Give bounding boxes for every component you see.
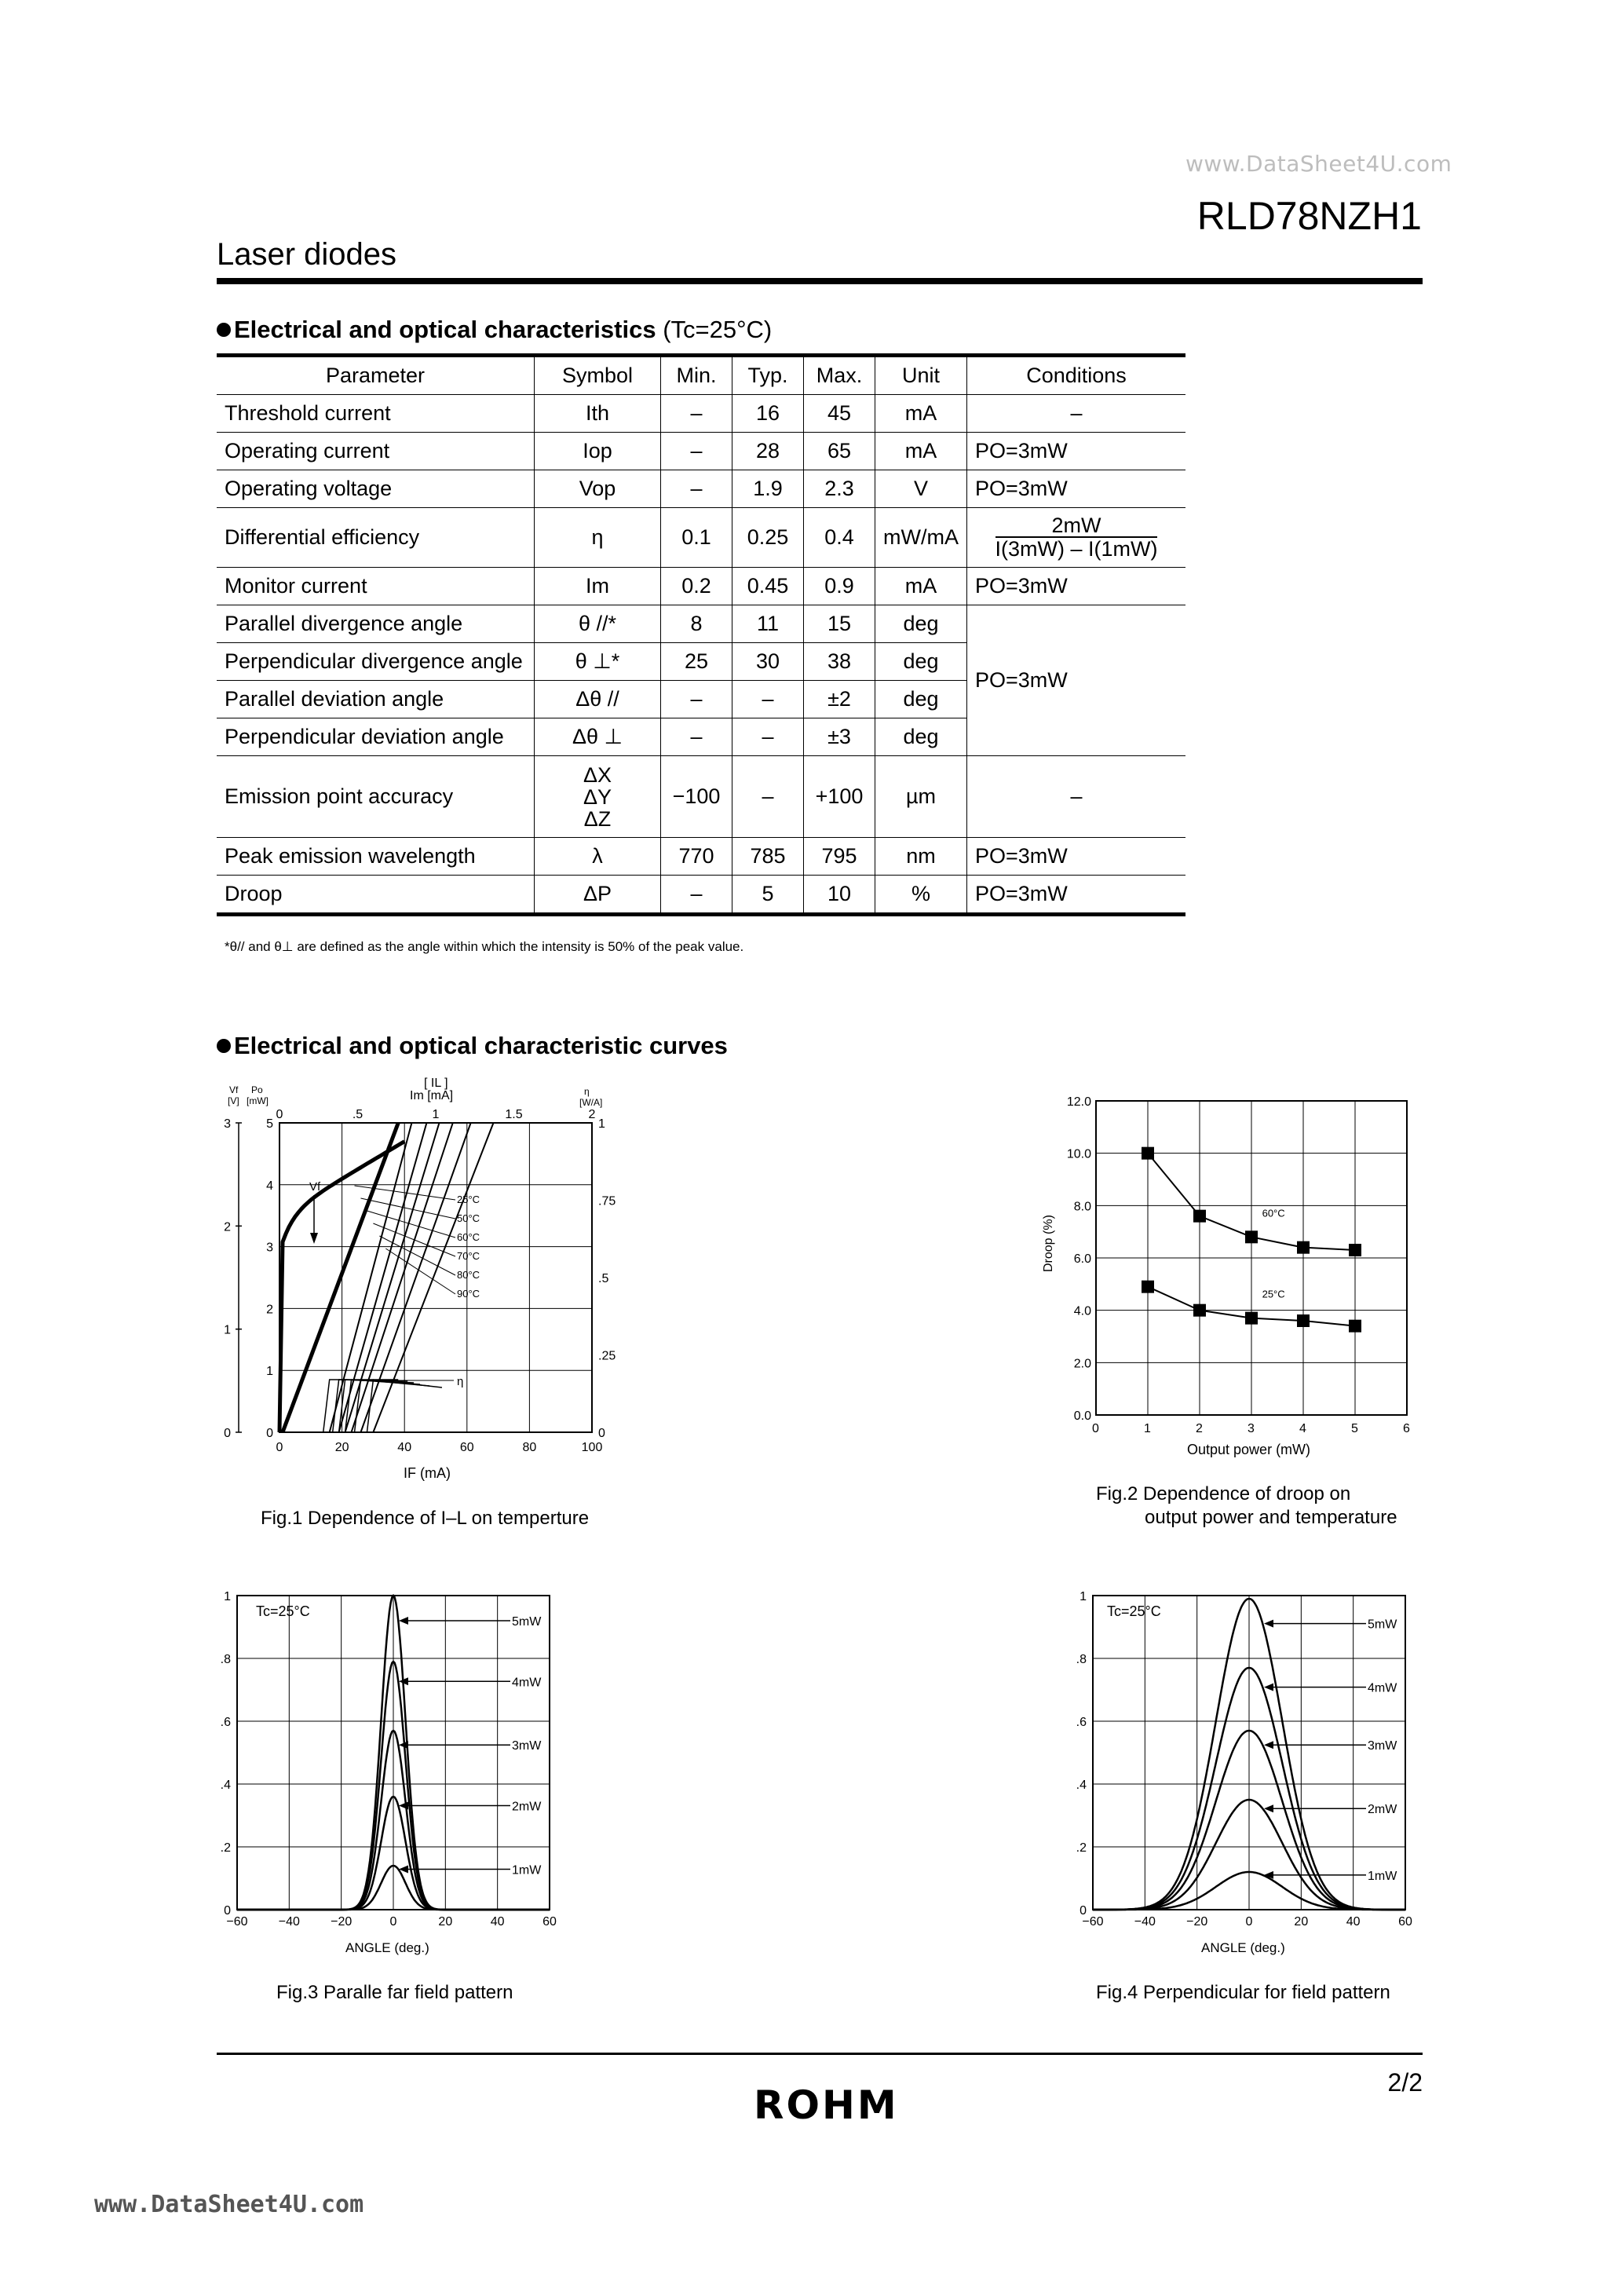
fig2-y-tick-label: 12.0 [1066, 1095, 1091, 1109]
characteristics-table [217, 353, 1185, 916]
cell-symbol: θ ⊥* [535, 643, 661, 681]
symbol-dy: ΔY [583, 784, 612, 809]
fig1-caption: Fig.1 Dependence of I–L on temperture [261, 1508, 590, 1529]
fig3-arrow-icon [399, 1617, 408, 1625]
cell-max: 15 [804, 605, 875, 643]
fig2-data-point [1193, 1304, 1206, 1317]
table-row [217, 568, 1185, 605]
cell-typ: 16 [732, 395, 804, 433]
cell-symbol: Im [535, 568, 661, 605]
fig1-eta-tick-label: 0 [598, 1427, 605, 1440]
fig1-x-tick-label: 40 [397, 1441, 412, 1454]
cell-param: Droop [217, 876, 535, 915]
cell-typ: 0.25 [732, 508, 804, 568]
table-header-row [217, 356, 1185, 395]
fig4-x-tick-label: −20 [1186, 1915, 1208, 1929]
fig4-series-label: 2mW [1368, 1803, 1397, 1817]
fig4-x-tick-label: −40 [1134, 1915, 1156, 1929]
fig4-y-tick-label: .4 [1076, 1779, 1087, 1792]
cell-min: 0.2 [661, 568, 732, 605]
fig1-chart [212, 1076, 636, 1481]
fig1-vf-label: Vf [229, 1084, 239, 1095]
fig4-y-tick-label: .2 [1076, 1841, 1087, 1855]
page-number: 2/2 [1387, 2068, 1423, 2097]
cell-max: 10 [804, 876, 875, 915]
fig1-po-tick-label: 1 [266, 1365, 273, 1379]
fig2-x-tick-label: 1 [1144, 1422, 1151, 1435]
cell-typ: 1.9 [732, 470, 804, 508]
table-row [217, 838, 1185, 876]
col-header: Parameter [217, 356, 535, 395]
fig3-y-tick-label: 0 [224, 1904, 231, 1918]
fig1-x-tick-label: 80 [522, 1441, 537, 1454]
watermark-top: www.DataSheet4U.com [1185, 151, 1452, 177]
col-header: Unit [875, 356, 967, 395]
fig4-series-label: 5mW [1368, 1618, 1397, 1632]
cell-min: – [661, 433, 732, 470]
fig3-series-label: 1mW [512, 1863, 542, 1877]
fig3-arrow-icon [399, 1802, 408, 1810]
fig4-chart [1060, 1577, 1437, 1955]
table-row [217, 470, 1185, 508]
cell-max: 2.3 [804, 470, 875, 508]
rohm-logo: ROHM [754, 2082, 899, 2128]
fig3-x-tick-label: 40 [490, 1915, 505, 1929]
cell-typ: 28 [732, 433, 804, 470]
fig1-xlabel: IF (mA) [404, 1465, 451, 1481]
fig2-data-point [1349, 1244, 1361, 1256]
fig1-im-label: Im [mA] [410, 1089, 454, 1102]
cell-param: Monitor current [217, 568, 535, 605]
fig1-x-tick-label: 100 [581, 1441, 603, 1454]
fig2-data-point [1245, 1312, 1258, 1325]
cell-cond: PO=3mW [966, 838, 1185, 876]
fig2-series-label: 25°C [1262, 1288, 1285, 1300]
fig4-grid [1093, 1596, 1405, 1910]
table-row [217, 756, 1185, 838]
cell-symbol [535, 756, 661, 838]
fig4-arrow-icon [1264, 1741, 1273, 1749]
fig2-data-point [1349, 1320, 1361, 1333]
cell-min: – [661, 681, 732, 718]
fig1-arrow-icon [310, 1233, 318, 1244]
cell-max: 65 [804, 433, 875, 470]
fig2-y-tick-label: 0.0 [1073, 1409, 1091, 1423]
fig2-y-tick-label: 10.0 [1066, 1147, 1091, 1161]
fig2-data-point [1142, 1147, 1154, 1160]
fig3-series-label: 4mW [512, 1676, 542, 1690]
cell-symbol: Vop [535, 470, 661, 508]
cell-unit: mA [875, 395, 967, 433]
cell-cond-merged: PO=3mW [966, 605, 1185, 756]
fig2-ticks [1067, 1095, 1410, 1435]
cell-symbol: ΔP [535, 876, 661, 915]
fig3-x-tick-label: −20 [331, 1915, 353, 1929]
cell-cond [966, 508, 1185, 568]
fig4-y-tick-label: 0 [1080, 1904, 1087, 1918]
cell-cond: PO=3mW [966, 433, 1185, 470]
fig2-ylabel: Droop (%) [1042, 1215, 1055, 1272]
cell-param: Parallel deviation angle [217, 681, 535, 718]
fig1-top-tick-label: 1 [432, 1108, 440, 1121]
table-row [217, 508, 1185, 568]
col-header: Symbol [535, 356, 661, 395]
footer-rule [217, 2053, 1423, 2055]
fig1-eta-tick-label: .75 [598, 1194, 616, 1208]
fig3-x-tick-label: 60 [542, 1915, 557, 1929]
footnote: *θ// and θ⊥ are defined as the angle within which the intensity is 50% of the peak value. [225, 939, 744, 954]
fig1-top-tick-label: 1.5 [505, 1108, 523, 1121]
fig1-grid [279, 1123, 592, 1432]
fig1-x-tick-label: 60 [459, 1441, 474, 1454]
cell-min: 25 [661, 643, 732, 681]
fig3-caption: Fig.3 Paralle far field pattern [276, 1982, 513, 2003]
col-header: Typ. [732, 356, 804, 395]
cell-typ: 5 [732, 876, 804, 915]
bullet-icon [217, 323, 231, 337]
fig2-y-tick-label: 2.0 [1073, 1357, 1091, 1371]
fig3-x-tick-label: 20 [438, 1915, 453, 1929]
fig1-top-tick-label: 2 [588, 1108, 596, 1121]
cell-min: 8 [661, 605, 732, 643]
cell-min: 0.1 [661, 508, 732, 568]
fig2-x-tick-label: 5 [1351, 1422, 1358, 1435]
fig2-caption: Fig.2 Dependence of droop on output power and temperature [1096, 1483, 1397, 1528]
fig2-data-point [1245, 1230, 1258, 1243]
fig1-temp-label: 90°C [457, 1288, 480, 1300]
fig4-annotation: Tc=25°C [1107, 1603, 1161, 1619]
fig2-y-tick-label: 4.0 [1073, 1304, 1091, 1318]
cell-cond: – [966, 756, 1185, 838]
fig1-po-tick-label: 5 [266, 1117, 273, 1131]
symbol-dz: ΔZ [583, 806, 612, 831]
fig1-vf-arrow-label: Vf [309, 1180, 321, 1194]
fig4-y-tick-label: .8 [1076, 1653, 1087, 1666]
fig4-x-tick-label: 0 [1245, 1915, 1253, 1929]
fraction-denominator: I(3mW) – I(1mW) [995, 536, 1158, 561]
fig3-ticks [221, 1590, 557, 1929]
cell-symbol: Iop [535, 433, 661, 470]
fig4-x-tick-label: 20 [1294, 1915, 1309, 1929]
fig1-vf-tick-label: 0 [224, 1427, 231, 1440]
fig1-vf-tick-label: 3 [224, 1117, 231, 1131]
fig1-eta-curve-label: η [457, 1375, 464, 1388]
fig2-data-point [1193, 1210, 1206, 1223]
cell-unit: mA [875, 433, 967, 470]
cell-unit: deg [875, 681, 967, 718]
cell-param: Operating voltage [217, 470, 535, 508]
cell-unit: deg [875, 718, 967, 756]
fig2-chart [1021, 1084, 1429, 1461]
fig4-y-tick-label: .6 [1076, 1716, 1087, 1729]
fig2-x-tick-label: 6 [1403, 1422, 1410, 1435]
category-title: Laser diodes [217, 237, 397, 272]
fig1-temp-leader [360, 1198, 455, 1219]
fig1-eta-tick-label: .25 [598, 1349, 616, 1363]
fig3-x-tick-label: −60 [226, 1915, 248, 1929]
fig3-series-label: 5mW [512, 1615, 542, 1629]
fig1-eta-label: η [584, 1086, 590, 1097]
table-row [217, 395, 1185, 433]
fig1-il-label: [ IL ] [424, 1077, 448, 1090]
cell-param: Parallel divergence angle [217, 605, 535, 643]
cell-unit: % [875, 876, 967, 915]
fraction-numerator: 2mW [995, 514, 1158, 538]
cell-typ: 11 [732, 605, 804, 643]
fig2-data-point [1297, 1314, 1310, 1327]
cell-param: Peak emission wavelength [217, 838, 535, 876]
fig4-xlabel: ANGLE (deg.) [1201, 1940, 1285, 1955]
cell-min: 770 [661, 838, 732, 876]
cell-cond: PO=3mW [966, 568, 1185, 605]
table-row [217, 876, 1185, 915]
cell-max: ±3 [804, 718, 875, 756]
cell-unit: mA [875, 568, 967, 605]
section-title-curves: Electrical and optical characteristic curves [217, 1032, 728, 1060]
fig1-temp-leader [385, 1249, 455, 1294]
cell-param: Emission point accuracy [217, 756, 535, 838]
fig2-data-point [1142, 1281, 1154, 1293]
fig3-x-tick-label: 0 [389, 1915, 397, 1929]
cell-cond: – [966, 395, 1185, 433]
cell-cond: PO=3mW [966, 470, 1185, 508]
fig1-vf-tick-label: 1 [224, 1323, 231, 1337]
fig1-temp-label: 70°C [457, 1250, 480, 1262]
cell-min: – [661, 395, 732, 433]
part-number: RLD78NZH1 [1196, 194, 1422, 238]
cell-param: Perpendicular divergence angle [217, 643, 535, 681]
fig1-top-tick-label: 0 [276, 1108, 283, 1121]
fig2-y-tick-label: 6.0 [1073, 1252, 1091, 1266]
fig1-po-tick-label: 2 [266, 1303, 273, 1317]
fig2-x-tick-label: 0 [1092, 1422, 1099, 1435]
fig4-series-label: 3mW [1368, 1739, 1397, 1753]
fig1-vf-tick-label: 2 [224, 1220, 231, 1234]
fig4-arrow-icon [1264, 1620, 1273, 1628]
col-header: Conditions [966, 356, 1185, 395]
fig1-po-unit: [mW] [247, 1095, 269, 1106]
fig2-x-tick-label: 2 [1196, 1422, 1203, 1435]
fig4-ticks [1076, 1590, 1412, 1929]
cell-param: Differential efficiency [217, 508, 535, 568]
cell-symbol: Δθ // [535, 681, 661, 718]
fig3-chart [204, 1577, 581, 1955]
fig1-temp-label: 50°C [457, 1212, 480, 1224]
cell-symbol: λ [535, 838, 661, 876]
fig1-x-tick-label: 20 [334, 1441, 349, 1454]
fig3-y-tick-label: .8 [220, 1653, 231, 1666]
fig4-y-tick-label: 1 [1080, 1590, 1087, 1603]
col-header: Max. [804, 356, 875, 395]
fig4-series-label: 1mW [1368, 1869, 1397, 1883]
cell-unit: mW/mA [875, 508, 967, 568]
fig3-y-tick-label: .2 [220, 1841, 231, 1855]
cell-cond: PO=3mW [966, 876, 1185, 915]
fig4-series-label: 4mW [1368, 1681, 1397, 1695]
cell-symbol: Δθ ⊥ [535, 718, 661, 756]
cell-max: 795 [804, 838, 875, 876]
fig4-x-tick-label: −60 [1082, 1915, 1104, 1929]
fig1-temp-leader [373, 1223, 455, 1256]
fig4-x-tick-label: 40 [1346, 1915, 1361, 1929]
fig1-top-tick-label: .5 [352, 1108, 363, 1121]
cell-typ: 785 [732, 838, 804, 876]
cell-max: ±2 [804, 681, 875, 718]
fig4-caption: Fig.4 Perpendicular for field pattern [1096, 1982, 1390, 2003]
table-row [217, 605, 1185, 643]
fig1-eta-unit: [W/A] [579, 1097, 603, 1108]
fig4-x-tick-label: 60 [1398, 1915, 1412, 1929]
fig1-im-line [283, 1123, 398, 1432]
cell-param: Perpendicular deviation angle [217, 718, 535, 756]
fig1-x-tick-label: 0 [276, 1441, 283, 1454]
fig3-series-label: 3mW [512, 1739, 542, 1753]
fig1-po-tick-label: 4 [266, 1179, 273, 1193]
fig1-temp-label: 60°C [457, 1231, 480, 1243]
cell-max: 38 [804, 643, 875, 681]
cell-symbol: Ith [535, 395, 661, 433]
cell-typ: 0.45 [732, 568, 804, 605]
fig3-x-tick-label: −40 [278, 1915, 300, 1929]
cell-min: – [661, 876, 732, 915]
fig2-x-tick-label: 4 [1299, 1422, 1306, 1435]
fig3-annotation: Tc=25°C [256, 1603, 310, 1619]
fig4-arrow-icon [1264, 1684, 1273, 1691]
cell-max: +100 [804, 756, 875, 838]
efficiency-fraction [995, 514, 1158, 560]
section-title-characteristics: Electrical and optical characteristics (Tc=25°C) [217, 316, 772, 344]
cell-min: – [661, 718, 732, 756]
fig1-vf-unit: [V] [228, 1095, 239, 1106]
fig1-temp-label: 25°C [457, 1194, 480, 1205]
cell-typ: – [732, 681, 804, 718]
fig1-eta-tick-label: 1 [598, 1117, 605, 1131]
fig2-data-point [1297, 1241, 1310, 1254]
fig2-x-tick-label: 3 [1248, 1422, 1255, 1435]
cell-unit: deg [875, 605, 967, 643]
cell-param: Operating current [217, 433, 535, 470]
cell-typ: 30 [732, 643, 804, 681]
fig1-po-tick-label: 3 [266, 1241, 273, 1255]
fig3-xlabel: ANGLE (deg.) [345, 1940, 429, 1955]
bullet-icon [217, 1039, 231, 1053]
cell-unit: nm [875, 838, 967, 876]
cell-unit: µm [875, 756, 967, 838]
cell-unit: V [875, 470, 967, 508]
fig2-y-tick-label: 8.0 [1073, 1200, 1091, 1214]
fig1-po-tick-label: 0 [266, 1427, 273, 1440]
fig3-y-tick-label: .4 [220, 1779, 231, 1792]
cell-typ: – [732, 756, 804, 838]
header-rule [217, 278, 1423, 284]
cell-max: 45 [804, 395, 875, 433]
fig1-li-curve [352, 1123, 453, 1432]
fig1-eta-tick-label: .5 [598, 1272, 609, 1285]
fig1-plot-frame [279, 1123, 592, 1432]
cell-min: – [661, 470, 732, 508]
fig3-y-tick-label: 1 [224, 1590, 231, 1603]
fig1-li-curve [360, 1123, 470, 1432]
fig3-y-tick-label: .6 [220, 1716, 231, 1729]
cell-min: −100 [661, 756, 732, 838]
fig1-temp-label: 80°C [457, 1269, 480, 1281]
fig3-grid [237, 1596, 550, 1910]
col-header: Min. [661, 356, 732, 395]
table-row [217, 433, 1185, 470]
cell-symbol: η [535, 508, 661, 568]
cell-max: 0.9 [804, 568, 875, 605]
cell-param: Threshold current [217, 395, 535, 433]
watermark-bottom: www.DataSheet4U.com [94, 2191, 364, 2218]
cell-max: 0.4 [804, 508, 875, 568]
symbol-dx: ΔX [583, 762, 612, 787]
fig1-po-label: Po [251, 1084, 263, 1095]
cell-unit: deg [875, 643, 967, 681]
cell-symbol: θ //* [535, 605, 661, 643]
fig3-series-label: 2mW [512, 1800, 542, 1814]
cell-typ: – [732, 718, 804, 756]
fig2-series-label: 60°C [1262, 1207, 1285, 1219]
fig2-xlabel: Output power (mW) [1187, 1442, 1311, 1457]
